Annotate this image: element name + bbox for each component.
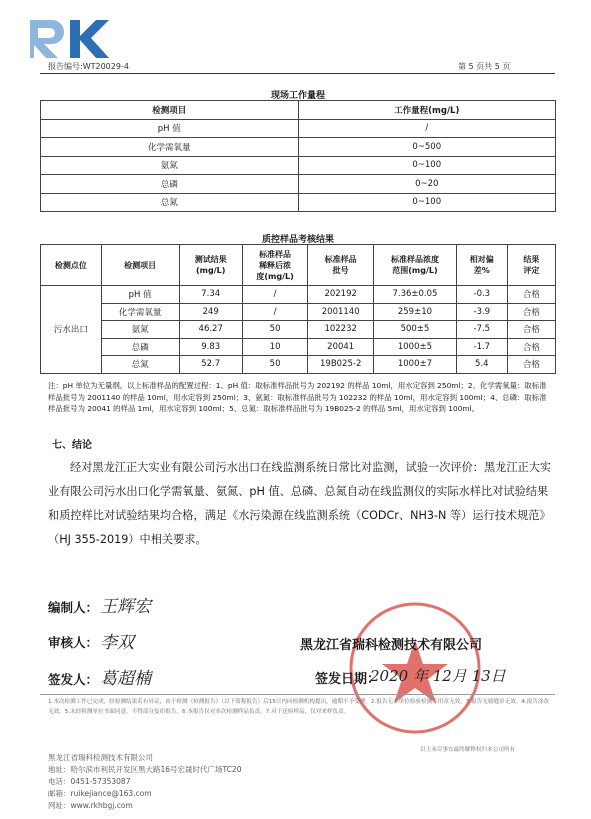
issue-date-label: 签发日期：: [315, 672, 381, 687]
table-cell: 500±5: [373, 321, 456, 339]
table-row: [41, 119, 556, 138]
table-cell: 10: [242, 338, 308, 356]
table-cell: -3.9: [456, 303, 507, 321]
report-number: 报告编号:WT20029-4: [48, 62, 129, 71]
table-cell: 化学需氧量: [101, 303, 179, 321]
reviewer-label: 审核人：: [48, 635, 99, 650]
fine-print-right: 以上未尽事宜最终解释权归本公司所有: [420, 747, 516, 753]
table-row: [41, 138, 556, 157]
qc-header-cell: 检测项目: [101, 245, 179, 286]
page-indicator: 第 5 页共 5 页: [458, 62, 511, 71]
range-col-range: 工作量程(mg/L): [298, 101, 556, 120]
table-row: [41, 286, 556, 304]
company-logo: [26, 16, 112, 60]
fine-print: 1.本次检测工作已完成，经检测结果若有异议，由于检测《检测报告》（以下简称报告）后15日内向检测机构提出，逾期不予受理。2.报告无本单位检验检测专用章无效。3.报告无骑缝章无效。4.报告涂改无效。5.未经检测单位书面同意，不得部分复印报告。6.本报告仅对本次检测样品负责。7.对于送检样品，仅对来样负责。: [48, 699, 550, 715]
table-row: [41, 356, 556, 374]
range-table-title: 现场工作量程: [270, 91, 325, 101]
qc-header-cell: 相对偏 差%: [456, 245, 507, 286]
table-cell: /: [242, 286, 308, 304]
qc-header-cell: 标准样品浓度 范围(mg/L): [373, 245, 456, 286]
qc-header-cell: 测试结果 (mg/L): [179, 245, 242, 286]
table-cell: 50: [242, 321, 308, 339]
qc-header-cell: 标准样品 批号: [308, 245, 374, 286]
header-divider: [40, 73, 555, 74]
range-table: [40, 100, 556, 212]
table-cell: 氨氮: [101, 321, 179, 339]
qc-header-cell: 标准样品 稀释后浓 度(mg/L): [242, 245, 308, 286]
table-cell: 20041: [308, 338, 374, 356]
table-row: [41, 338, 556, 356]
table-cell: 19B025-2: [308, 356, 374, 374]
table-cell: 9.83: [179, 338, 242, 356]
table-cell: pH 值: [41, 119, 299, 138]
footer-phone: 电话：0451-57353087: [48, 777, 131, 786]
table-cell: 202192: [308, 286, 374, 304]
table-row: [41, 175, 556, 194]
table-cell: 102232: [308, 321, 374, 339]
table-cell: 化学需氧量: [41, 138, 299, 157]
table-cell: 0~500: [298, 138, 556, 157]
table-cell: -0.3: [456, 286, 507, 304]
issuer-signature: 葛超楠: [100, 669, 151, 689]
qc-table: [40, 244, 556, 374]
table-cell: -7.5: [456, 321, 507, 339]
table-cell: 0~100: [298, 193, 556, 212]
table-cell: 50: [242, 356, 308, 374]
editor-signature: 王辉宏: [100, 597, 151, 617]
issuing-organization: 黑龙江省瑞科检测技术有限公司: [300, 638, 483, 653]
table-cell: -1.7: [456, 338, 507, 356]
table-cell: 氨氮: [41, 156, 299, 175]
table-row: [41, 193, 556, 212]
table-cell: 合格: [507, 338, 555, 356]
table-cell: 合格: [507, 303, 555, 321]
conclusion-text: 经对黑龙江正大实业有限公司污水出口在线监测系统日常比对监测，试验一次评价：黑龙江正大实业有限公司污水出口化学需氧量、氨氮、pH 值、总磷、总氮自动在线监测仪的实际水样比对试验结果和质控样比对试验结果均合格，满足《水污染源在线监测系统（CODCr、NH3-N 等）运行技术规范》（HJ 355-2019）中相关要求。: [48, 461, 552, 546]
table-row: [41, 321, 556, 339]
footer-web: 网址：www.rkhbgj.com: [48, 801, 133, 810]
conclusion-heading: 七、结论: [52, 440, 92, 451]
table-cell: 总磷: [101, 338, 179, 356]
table-cell: /: [298, 119, 556, 138]
table-cell: 0~100: [298, 156, 556, 175]
footer-company: 黑龙江省瑞科检测技术有限公司: [48, 753, 153, 762]
table-cell: 7.34: [179, 286, 242, 304]
fine-print-divider: [40, 694, 555, 695]
footer-email: 邮箱：ruikejiance@163.com: [48, 789, 152, 798]
editor-label: 编制人：: [48, 600, 99, 615]
qc-note: 注：pH 单位为无量纲。以上标准样品的配置过程：1、pH 值：取标准样品批号为 202192 的样品 10ml，用水定容到 250ml；2、化学需氧量：取标准样品批号为 2001140 的样品 10ml，用水定容到 250ml；3、氨氮：取标准样品批号为 102232 的样品 10ml，用水定容到 100ml；4、总磷：取标准样品批号为 20041 的样品 1ml，用水定容到 100ml；5、总氮：取标准样品批号为 19B025-2 的样品 5ml，用水定容到 100ml。: [48, 381, 547, 413]
range-col-item: 检测项目: [41, 101, 299, 120]
qc-table-title: 质控样品考核结果: [261, 235, 334, 245]
table-row: [41, 156, 556, 175]
issue-date-value: 2020 年 12月 13日: [370, 667, 506, 685]
table-cell: 总磷: [41, 175, 299, 194]
table-cell: 2001140: [308, 303, 374, 321]
footer-address: 地址：哈尔滨市利民开发区黑大路16号宏晟时代广场TC20: [48, 765, 242, 774]
table-cell: 46.27: [179, 321, 242, 339]
reviewer-signature: 李双: [100, 633, 134, 653]
issuer-label: 签发人：: [48, 672, 99, 687]
location-cell: 污水出口: [41, 286, 102, 374]
table-cell: 合格: [507, 356, 555, 374]
table-cell: /: [242, 303, 308, 321]
table-cell: 1000±7: [373, 356, 456, 374]
table-cell: 总氮: [101, 356, 179, 374]
table-cell: 5.4: [456, 356, 507, 374]
table-cell: 总氮: [41, 193, 299, 212]
table-row: [41, 303, 556, 321]
table-cell: 7.36±0.05: [373, 286, 456, 304]
qc-header-cell: 结果 评定: [507, 245, 555, 286]
table-cell: pH 值: [101, 286, 179, 304]
table-cell: 1000±5: [373, 338, 456, 356]
table-cell: 0~20: [298, 175, 556, 194]
qc-header-cell: 检测点位: [41, 245, 102, 286]
table-cell: 52.7: [179, 356, 242, 374]
table-cell: 259±10: [373, 303, 456, 321]
table-cell: 合格: [507, 321, 555, 339]
table-cell: 249: [179, 303, 242, 321]
table-cell: 合格: [507, 286, 555, 304]
